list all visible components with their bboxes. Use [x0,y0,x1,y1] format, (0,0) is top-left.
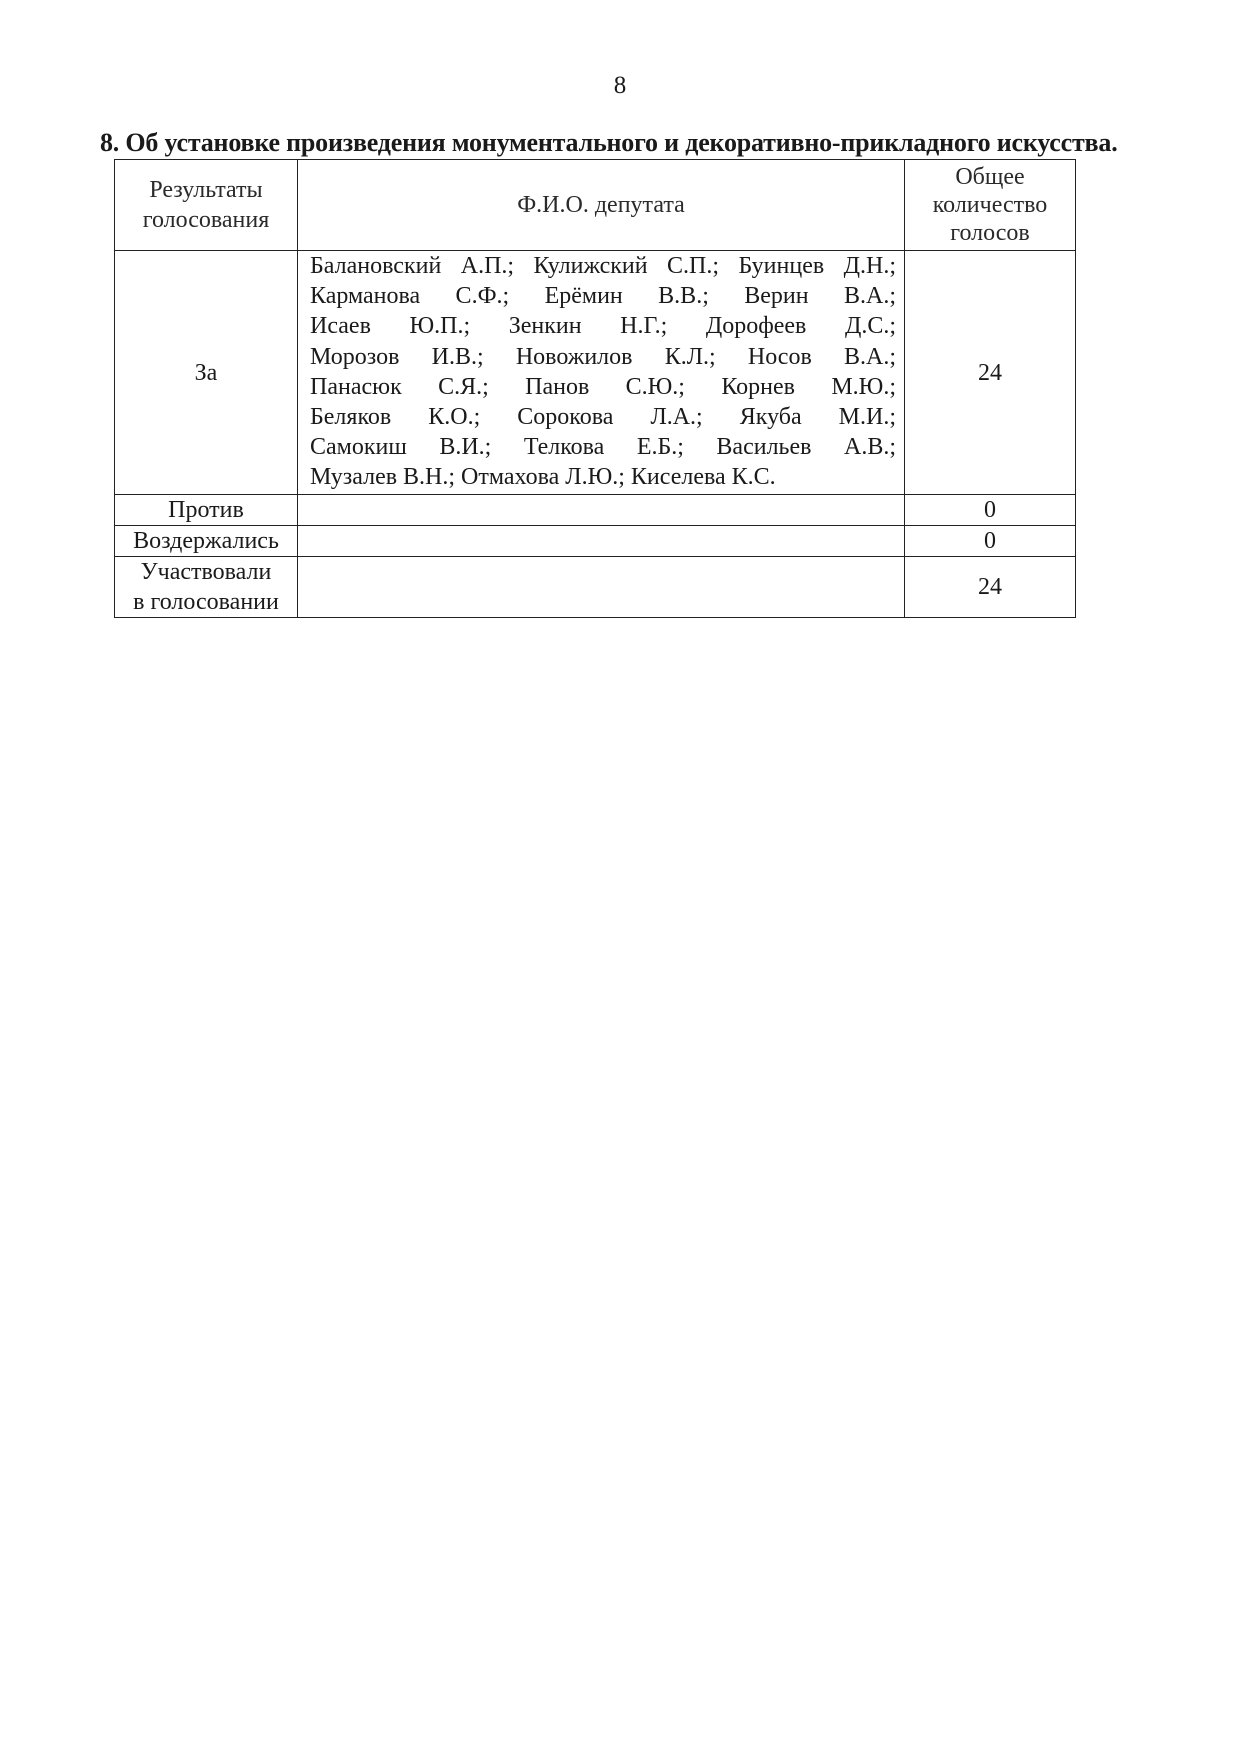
count-participated: 24 [905,557,1076,618]
deputy-names-abstained [298,526,905,557]
voting-results-table [114,159,1076,618]
result-label-abstained: Воздержались [115,526,298,557]
result-label-against: Против [115,495,298,526]
names-line: Морозов И.В.; Новожилов К.Л.; Носов В.А.; [310,343,896,370]
names-line: Балановский А.П.; Кулижский С.П.; Буинцев Д.Н.; [310,253,896,279]
names-line: Музалев В.Н.; Отмахова Л.Ю.; Киселева К.С. [310,464,776,491]
page-number: 8 [613,72,627,99]
deputy-names-for [298,251,905,495]
table-row-abstained [115,526,1076,557]
count-abstained: 0 [905,526,1076,557]
table-row-against [115,495,1076,526]
names-line: Панасюк С.Я.; Панов С.Ю.; Корнев М.Ю.; [310,373,896,400]
header-deputy: Ф.И.О. депутата [298,160,905,251]
header-count [905,160,1076,251]
section-heading: 8. Об установке произведения монументального и декоративно-прикладного искусства. [100,128,1118,157]
deputy-names-against [298,495,905,526]
header-count-line2: количество [932,192,1048,218]
participated-line2: в голосовании [133,589,279,615]
table-row-participated [115,557,1076,618]
header-results [115,160,298,251]
names-line: Беляков К.О.; Сорокова Л.А.; Якуба М.И.; [310,404,896,431]
result-label-participated [115,557,298,618]
result-label-for: За [115,251,298,495]
names-line: Карманова С.Ф.; Ерёмин В.В.; Верин В.А.; [310,283,896,310]
count-against: 0 [905,495,1076,526]
names-line: Исаев Ю.П.; Зенкин Н.Г.; Дорофеев Д.С.; [310,313,896,340]
header-results-line2: голосования [142,207,270,233]
deputy-names-participated [298,557,905,618]
names-line: Самокиш В.И.; Телкова Е.Б.; Васильев А.В.; [310,434,896,461]
header-count-line3: голосов [950,220,1030,246]
participated-line1: Участвовали [140,559,272,585]
header-count-line1: Общее [955,164,1025,190]
table-row-for [115,251,1076,495]
count-for: 24 [905,251,1076,495]
header-results-line1: Результаты [149,177,263,203]
table-header-row [115,160,1076,251]
